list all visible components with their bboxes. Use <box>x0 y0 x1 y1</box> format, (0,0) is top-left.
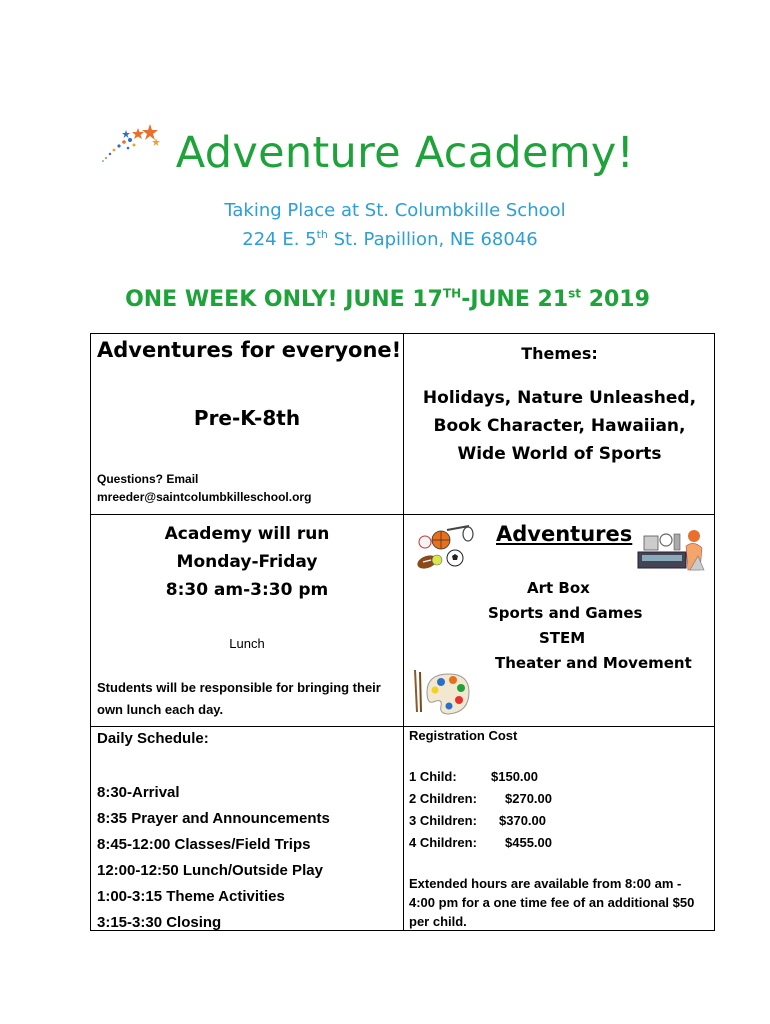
adventure-item: STEM <box>539 629 586 647</box>
adventure-item: Art Box <box>527 579 590 597</box>
registration-price-list <box>409 766 552 854</box>
themes-list <box>403 384 716 468</box>
location-line: Taking Place at St. Columbkille School <box>224 200 566 221</box>
daily-schedule-heading: Daily Schedule: <box>97 730 209 747</box>
address-post: St. Papillion, NE 68046 <box>327 229 538 250</box>
price-row <box>409 810 552 832</box>
theme-line: Holidays, Nature Unleashed, <box>422 388 697 408</box>
schedule-item: 8:35 Prayer and Announcements <box>97 810 330 827</box>
price-label: 3 Children: <box>409 813 477 828</box>
extended-hours-note: Extended hours are available from 8:00 am - 4:00 pm for a one time fee of an additional $50 per child. <box>409 876 695 929</box>
banner-part-c: 2019 <box>581 287 650 312</box>
address-line <box>0 229 770 250</box>
address-pre: 224 E. 5 <box>242 229 317 250</box>
contact-email[interactable]: mreeder@saintcolumbkilleschool.org <box>97 490 312 504</box>
price-value: $455.00 <box>505 835 552 850</box>
run-line: Monday-Friday <box>176 552 318 572</box>
sports-balls-icon <box>413 524 475 572</box>
price-label: 2 Children: <box>409 791 477 806</box>
questions-label: Questions? Email <box>97 472 199 486</box>
price-value: $150.00 <box>491 769 538 784</box>
row-divider <box>91 726 714 727</box>
run-line: Academy will run <box>164 524 330 544</box>
row-divider <box>91 514 714 515</box>
page-title: Adventure Academy! <box>175 128 635 178</box>
run-line: 8:30 am-3:30 pm <box>165 580 329 600</box>
grade-range: Pre-K-8th <box>193 406 301 430</box>
schedule-summary <box>91 520 403 604</box>
lunch-heading: Lunch <box>229 636 265 651</box>
adventure-item: Sports and Games <box>488 604 643 622</box>
schedule-item: 1:00-3:15 Theme Activities <box>97 888 285 905</box>
registration-heading: Registration Cost <box>409 728 518 743</box>
price-label: 4 Children: <box>409 835 477 850</box>
dates-banner <box>0 287 770 312</box>
price-row <box>409 788 552 810</box>
paint-palette-icon <box>409 668 471 718</box>
schedule-item: 3:15-3:30 Closing <box>97 914 222 931</box>
lunch-note: Students will be responsible for bringing their own lunch each day. <box>97 680 381 717</box>
adventures-heading: Adventures for everyone! <box>97 338 402 362</box>
adventures-list <box>403 576 716 676</box>
themes-heading: Themes: <box>521 344 598 363</box>
info-table <box>90 333 715 931</box>
science-stem-icon <box>636 526 706 574</box>
schedule-item: 12:00-12:50 Lunch/Outside Play <box>97 862 323 879</box>
price-row <box>409 766 552 788</box>
banner-part-a: ONE WEEK ONLY! JUNE 17 <box>125 287 443 312</box>
schedule-item: 8:30-Arrival <box>97 784 180 801</box>
banner-sup-a: TH <box>443 286 462 301</box>
address-sup: th <box>316 228 328 241</box>
schedule-item: 8:45-12:00 Classes/Field Trips <box>97 836 311 853</box>
price-row <box>409 832 552 854</box>
adventure-item: Theater and Movement <box>495 654 692 672</box>
theme-line: Book Character, Hawaiian, <box>433 416 686 436</box>
price-value: $370.00 <box>499 813 546 828</box>
price-label: 1 Child: <box>409 769 457 784</box>
theme-line: Wide World of Sports <box>457 444 662 464</box>
price-value: $270.00 <box>505 791 552 806</box>
daily-schedule-list <box>97 780 330 936</box>
banner-part-b: -JUNE 21 <box>461 287 569 312</box>
adventures-list-heading: Adventures <box>496 522 633 546</box>
banner-sup-b: st <box>568 286 582 301</box>
